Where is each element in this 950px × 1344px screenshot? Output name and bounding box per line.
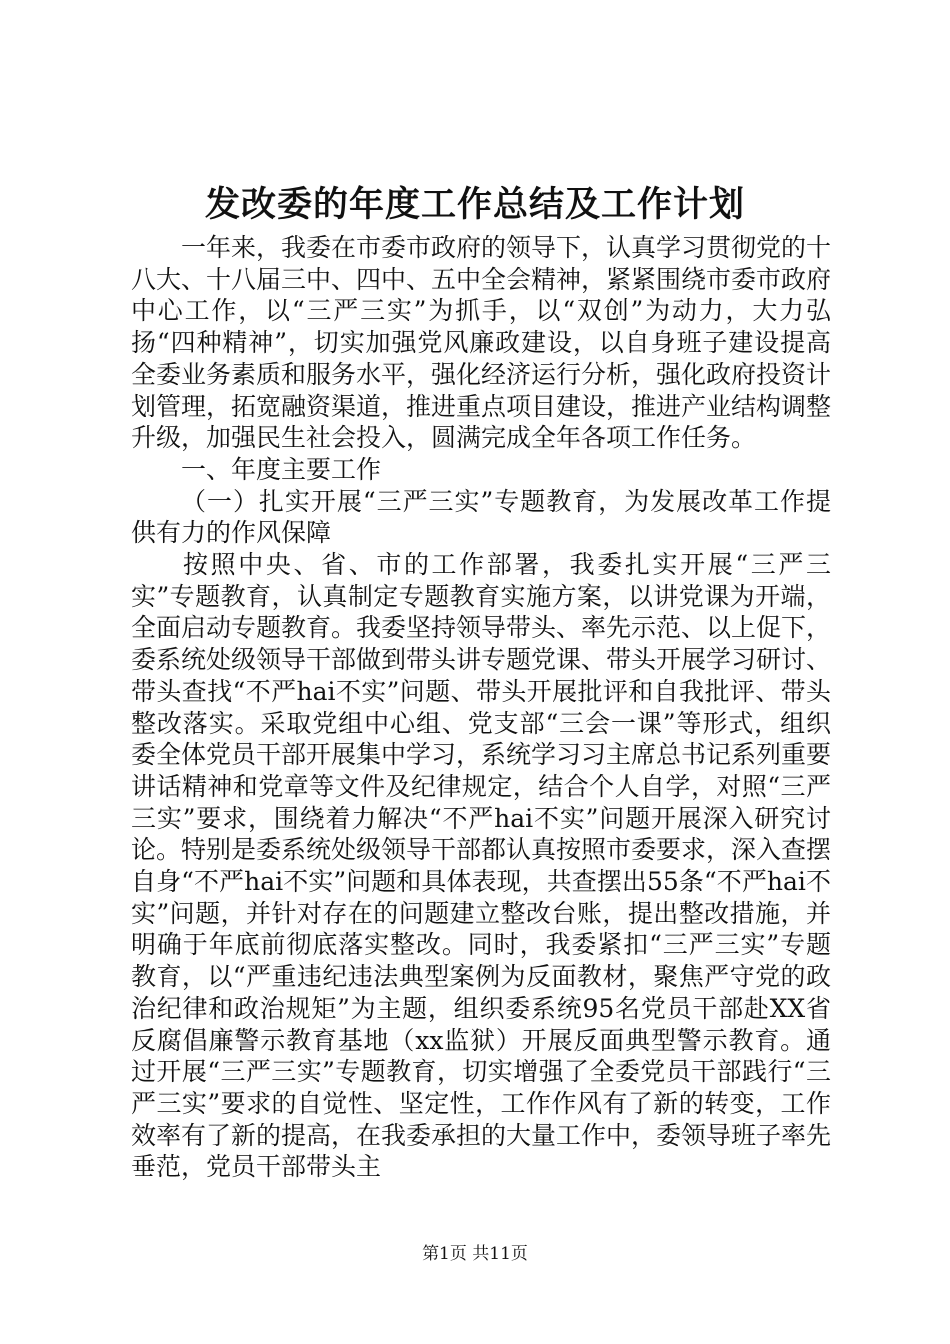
- document-title: 发改委的年度工作总结及工作计划: [204, 184, 745, 225]
- document-body: [131, 232, 831, 1183]
- page-number-footer: 第1页 共11页: [422, 1244, 528, 1264]
- body-paragraph: 按照中央、省、市的工作部署，我委扎实开展“三严三实”专题教育，认真制定专题教育实施方案，以讲党课为开端，全面启动专题教育。我委坚持领导带头、率先示范、以上促下，委系统处级领导干部做到带头讲专题党课、带头开展学习研讨、带头查找“不严hai不实”问题、带头开展批评和自我批评、带头整改落实。采取党组中心组、党支部“三会一课”等形式，组织委全体党员干部开展集中学习，系统学习习主席总书记系列重要讲话精神和党章等文件及纪律规定，结合个人自学，对照“三严三实”要求，围绕着力解决“不严hai不实”问题开展深入研究讨论。特别是委系统处级领导干部都认真按照市委要求，深入查摆自身“不严hai不实”问题和具体表现，共查摆出55条“不严hai不实”问题，并针对存在的问题建立整改台账，提出整改措施，并明确于年底前彻底落实整改。同时，我委紧扣“三严三实”专题教育，以“严重违纪违法典型案例为反面教材，聚焦严守党的政治纪律和政治规矩”为主题，组织委系统95名党员干部赴XX省反腐倡廉警示教育基地（xx监狱）开展反面典型警示教育。通过开展“三严三实”专题教育，切实增强了全委党员干部践行“三严三实”要求的自觉性、坚定性，工作作风有了新的转变，工作效率有了新的提高，在我委承担的大量工作中，委领导班子率先垂范，党员干部带头主: [131, 550, 832, 1182]
- section-heading: 一、年度主要工作: [181, 454, 382, 484]
- intro-paragraph: 一年来，我委在市委市政府的领导下，认真学习贯彻党的十八大、十八届三中、四中、五中全会精神，紧紧围绕市委市政府中心工作，以“三严三实”为抓手，以“双创”为动力，大力弘扬“四种精神”，切实加强党风廉政建设，以自身班子建设提高全委业务素质和服务水平，强化经济运行分析，强化政府投资计划管理，拓宽融资渠道，推进重点项目建设，推进产业结构调整升级，加强民生社会投入，圆满完成全年各项工作任务。: [131, 233, 832, 453]
- subsection-heading: （一）扎实开展“三严三实”专题教育，为发展改革工作提供有力的作风保障: [131, 486, 831, 548]
